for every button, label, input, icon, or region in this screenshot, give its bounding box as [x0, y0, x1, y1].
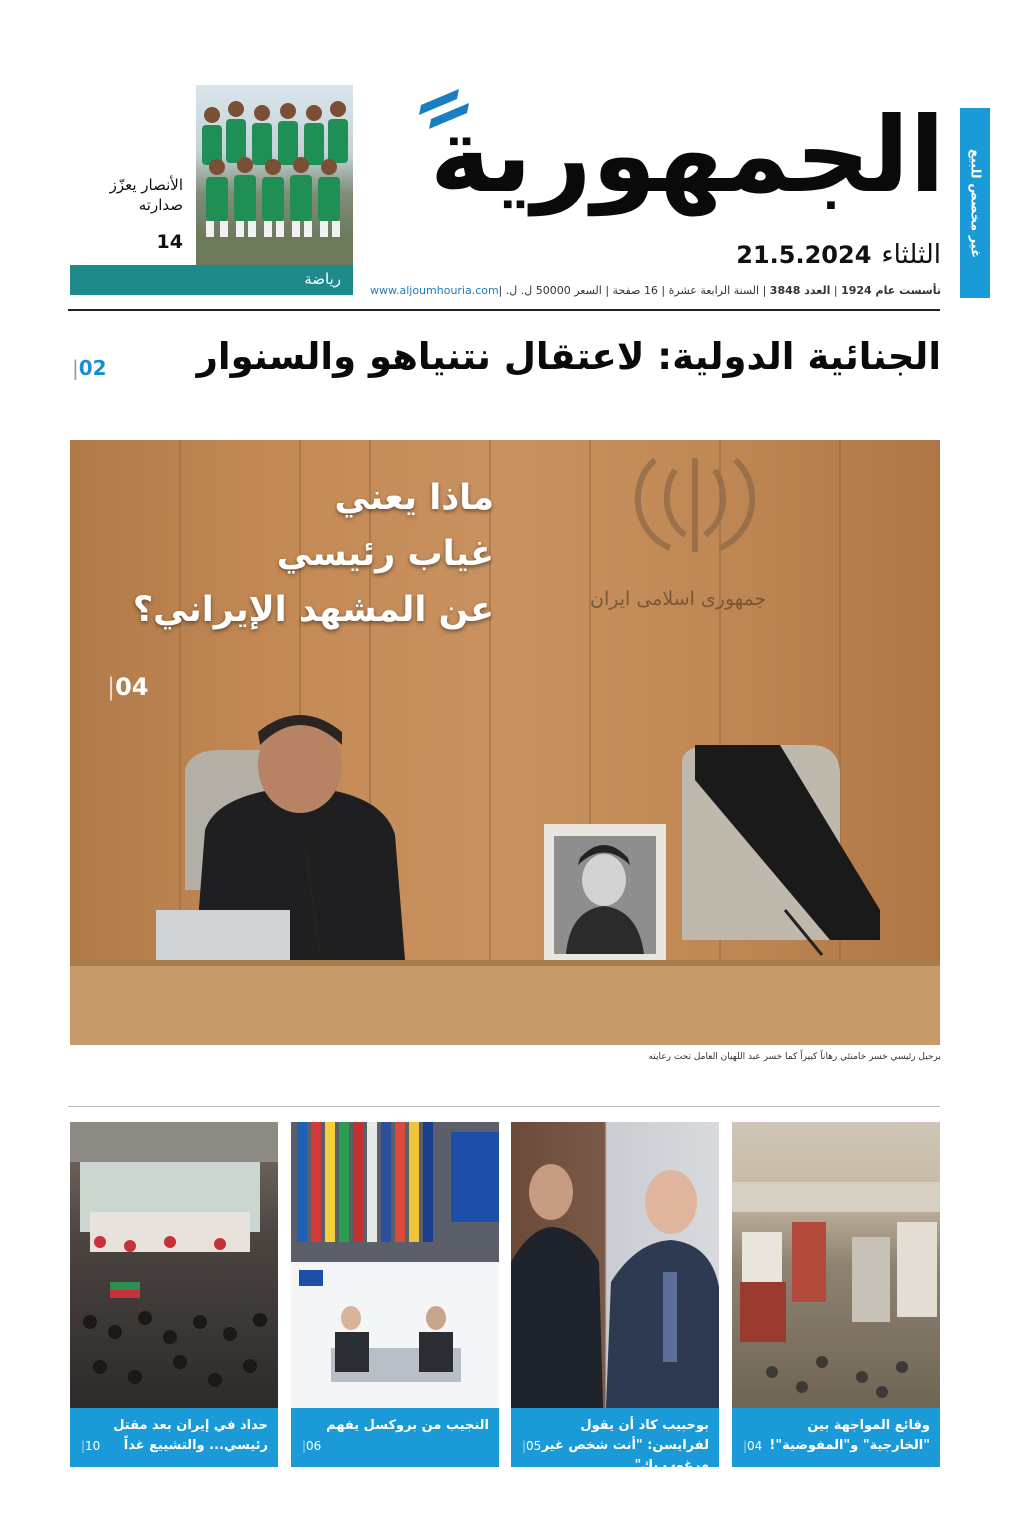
- iran-emblem-icon: [638, 458, 752, 552]
- not-for-sale-tag: غير مخصص للبيع: [960, 108, 990, 298]
- meta-issue: العدد 3848: [769, 284, 831, 297]
- headline-page-ref: 02|: [72, 356, 107, 380]
- masthead-divider: [68, 309, 940, 311]
- story-page-ref: 10|: [81, 1439, 101, 1453]
- sport-section-bar: [70, 265, 353, 295]
- story-page-ref: 06|: [302, 1439, 322, 1453]
- story-photo-brussels: [291, 1122, 499, 1408]
- story-title: بوحبيب كاد أن يقول لفرايسن: "أنت شخص غير مرغوب بك": [541, 1418, 709, 1473]
- headline-page-number: 02: [78, 356, 107, 380]
- newspaper-logo[interactable]: [405, 85, 945, 235]
- team-photo-graphic: [196, 85, 353, 265]
- issue-meta: تأسست عام 1924 | العدد 3848 | السنة الرابعة عشرة | 16 صفحة | السعر 50000 ل. ل. |: [498, 284, 941, 297]
- story-title: حداد في إيران بعد مقتل رئيسي... والتشييع غداً: [113, 1418, 268, 1453]
- hero-headline[interactable]: [133, 470, 494, 638]
- story-photo-trucks: [732, 1122, 940, 1408]
- issue-date: [736, 240, 941, 270]
- story-caption-bar: [291, 1408, 499, 1467]
- website-link[interactable]: www.aljoumhouria.com: [370, 284, 499, 297]
- story-page-number: 06: [306, 1439, 322, 1453]
- sport-page-number: 14: [156, 231, 183, 253]
- trucks-graphic: [732, 1122, 940, 1408]
- hero-page-number: 04: [115, 673, 149, 701]
- brussels-graphic: [291, 1122, 499, 1408]
- sport-section-label: رياضة: [304, 270, 341, 288]
- hero-caption: برحيل رئيسي خسر خامنئي رهاناً كبيراً كما خسر عبد اللهيان العامل تحت رعايته: [648, 1052, 941, 1062]
- story-card-2[interactable]: [511, 1122, 719, 1473]
- issue-day: الثلثاء: [881, 240, 941, 270]
- sport-teaser-text: الأنصار يعزّز صدارته: [109, 176, 183, 214]
- ministers-graphic: [511, 1122, 719, 1408]
- plaque-text: جمهوری اسلامی ایران: [590, 588, 767, 610]
- main-headline[interactable]: الجنائية الدولية: لاعتقال نتنياهو والسنوار: [196, 335, 941, 378]
- story-caption-bar: [732, 1408, 940, 1467]
- hero-headline-line1: ماذا يعني: [334, 478, 494, 518]
- story-photo-ministers: [511, 1122, 719, 1408]
- stories-divider: [68, 1106, 940, 1107]
- team-photo: [196, 85, 353, 265]
- crowd-graphic: [70, 1122, 278, 1408]
- hero-headline-line3: عن المشهد الإيراني؟: [132, 590, 494, 630]
- story-caption-bar: [511, 1408, 719, 1473]
- story-card-4[interactable]: [70, 1122, 278, 1467]
- story-title: النجيب من بروكسل يفهم: [326, 1418, 489, 1433]
- story-photo-funeral-crowd: [70, 1122, 278, 1408]
- story-page-ref: 05|: [522, 1439, 542, 1453]
- story-title: وقائع المواجهة بين "الخارجية" و"المفوضية"!: [769, 1418, 930, 1453]
- story-card-3[interactable]: [291, 1122, 499, 1467]
- hero-page-ref: 04|: [107, 673, 149, 701]
- story-page-number: 05: [526, 1439, 542, 1453]
- meta-founded: تأسست عام 1924: [841, 284, 941, 297]
- hero-headline-line2: غياب رئيسي: [276, 534, 494, 574]
- story-page-number: 10: [85, 1439, 101, 1453]
- sport-teaser[interactable]: [70, 85, 353, 295]
- story-caption-bar: [70, 1408, 278, 1467]
- logo-wordmark: الجمهورية: [429, 94, 945, 216]
- meta-pages: 16 صفحة: [612, 284, 658, 297]
- issue-date-number: 21.5.2024: [736, 241, 872, 269]
- meta-price: السعر 50000 ل. ل.: [505, 284, 602, 297]
- story-page-number: 04: [747, 1439, 763, 1453]
- meta-year: السنة الرابعة عشرة: [668, 284, 760, 297]
- story-page-ref: 04|: [743, 1439, 763, 1453]
- story-card-1[interactable]: [732, 1122, 940, 1467]
